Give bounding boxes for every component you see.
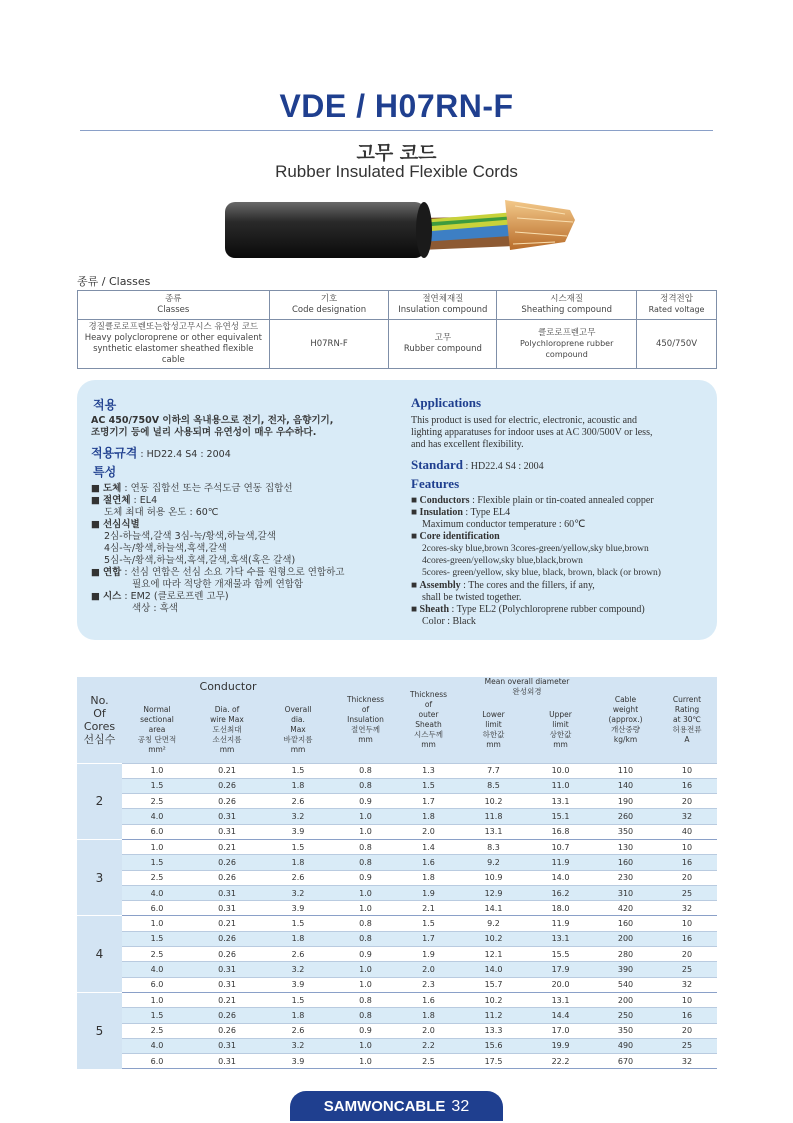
header-area: Normal sectional area 공칭 단면적 mm² [122, 697, 192, 763]
table-cell: 2.5 [122, 1023, 192, 1038]
table-cell: 1.6 [397, 992, 460, 1007]
ko-feature-core: ■ 선심식별 [91, 519, 140, 530]
table-row [77, 977, 717, 992]
table-cell: 1.7 [397, 931, 460, 946]
table-cell: 0.9 [334, 794, 397, 809]
header-mean-diameter: Mean overall diameter 완성외경 [460, 677, 594, 697]
table-cell: 0.8 [334, 778, 397, 793]
table-cell: 0.26 [192, 947, 262, 962]
table-row [77, 1023, 717, 1038]
table-cell: 0.9 [334, 870, 397, 885]
ko-insulation-temp: 도체 최대 허용 온도 : 60℃ [104, 507, 219, 518]
en-feature-sheath: ■ Sheath : Type EL2 (Polychloroprene rubber compound) [411, 604, 645, 615]
ko-sheath-color: 색상 : 흑색 [132, 603, 178, 614]
table-cell: 13.3 [460, 1023, 527, 1038]
cores-count: 3 [77, 839, 122, 915]
table-row [77, 916, 717, 931]
classes-col-sheath: 시스재질 Sheathing compound [497, 291, 637, 320]
table-cell: 4.0 [122, 885, 192, 900]
table-cell: 350 [594, 824, 657, 839]
table-cell: 8.5 [460, 778, 527, 793]
table-row [77, 809, 717, 824]
header-weight: Cable weight (approx.) 개산중량 kg/km [594, 677, 657, 763]
cores-count: 2 [77, 763, 122, 839]
spec-table-body [77, 763, 717, 1069]
table-row [77, 885, 717, 900]
table-cell: 1.5 [122, 931, 192, 946]
sheathing-compound: 클로로프렌고무 Polychloroprene rubber compound [497, 320, 637, 369]
classes-col-class: 종류 Classes [78, 291, 270, 320]
table-cell: 20 [657, 947, 717, 962]
table-cell: 6.0 [122, 977, 192, 992]
table-cell: 2.6 [262, 794, 334, 809]
table-cell: 0.21 [192, 763, 262, 778]
ko-assembly-sub: 필요에 따라 적당한 개재물과 함께 연합함 [132, 579, 304, 590]
table-cell: 190 [594, 794, 657, 809]
table-cell: 250 [594, 1008, 657, 1023]
table-cell: 15.5 [527, 947, 594, 962]
table-row [77, 855, 717, 870]
table-cell: 3.2 [262, 809, 334, 824]
table-cell: 390 [594, 962, 657, 977]
table-row [77, 763, 717, 778]
table-cell: 13.1 [527, 794, 594, 809]
table-cell: 16 [657, 778, 717, 793]
en-feature-assembly: ■ Assembly : The cores and the fillers, if any, [411, 580, 595, 591]
table-cell: 11.9 [527, 855, 594, 870]
table-cell: 2.6 [262, 1023, 334, 1038]
cores-count: 4 [77, 916, 122, 992]
table-cell: 2.0 [397, 824, 460, 839]
table-cell: 12.9 [460, 885, 527, 900]
table-cell: 0.31 [192, 885, 262, 900]
table-cell: 15.7 [460, 977, 527, 992]
table-cell: 160 [594, 855, 657, 870]
table-cell: 32 [657, 901, 717, 916]
table-cell: 11.0 [527, 778, 594, 793]
classes-col-code: 기호 Code designation [269, 291, 389, 320]
table-cell: 2.0 [397, 962, 460, 977]
table-cell: 3.9 [262, 1054, 334, 1069]
table-cell: 0.31 [192, 809, 262, 824]
table-cell: 4.0 [122, 1038, 192, 1053]
table-cell: 0.26 [192, 1008, 262, 1023]
table-row [77, 1038, 717, 1053]
classes-header-row [78, 291, 717, 320]
table-cell: 3.9 [262, 901, 334, 916]
en-core-line-3: 5cores- green/yellow, sky blue, black, brown, black (or brown) [422, 568, 661, 578]
en-application-line-3: and has excellent flexibility. [411, 439, 524, 450]
table-cell: 6.0 [122, 824, 192, 839]
header-current: Current Rating at 30℃ 허용전류 A [657, 677, 717, 763]
table-cell: 1.5 [262, 839, 334, 854]
table-cell: 1.5 [122, 1008, 192, 1023]
table-cell: 1.0 [334, 809, 397, 824]
table-cell: 420 [594, 901, 657, 916]
table-cell: 13.1 [460, 824, 527, 839]
table-cell: 10.7 [527, 839, 594, 854]
page-number: 32 [451, 1098, 470, 1115]
table-cell: 18.0 [527, 901, 594, 916]
table-cell: 16 [657, 855, 717, 870]
table-row [77, 824, 717, 839]
table-cell: 130 [594, 839, 657, 854]
table-cell: 1.5 [397, 778, 460, 793]
table-cell: 3.2 [262, 962, 334, 977]
ko-features-heading: 특성 [93, 465, 117, 479]
rated-voltage: 450/750V [637, 320, 717, 369]
table-cell: 280 [594, 947, 657, 962]
page-title: VDE / H07RN-F [279, 88, 514, 124]
class-description: 경질클로로프렌또는합성고무시스 유연성 코드 Heavy polycloroprene or other equivalent synthetic elastomer sheathed flexible cable [78, 320, 270, 369]
table-cell: 0.26 [192, 931, 262, 946]
table-cell: 3.9 [262, 977, 334, 992]
title-divider [80, 130, 713, 131]
table-cell: 40 [657, 824, 717, 839]
table-cell: 0.26 [192, 1023, 262, 1038]
table-cell: 0.8 [334, 931, 397, 946]
table-cell: 1.7 [397, 794, 460, 809]
table-cell: 17.5 [460, 1054, 527, 1069]
table-cell: 1.0 [334, 962, 397, 977]
en-application-heading: Applications [411, 395, 482, 410]
table-row [77, 947, 717, 962]
table-cell: 10 [657, 992, 717, 1007]
en-feature-conductor: ■ Conductors : Flexible plain or tin-coated annealed copper [411, 495, 654, 506]
en-core-line-2: 4cores-green/yellow,sky blue,black,brown [422, 556, 583, 566]
table-cell: 13.1 [527, 992, 594, 1007]
header-conductor: Conductor [122, 677, 334, 697]
table-cell: 10.2 [460, 794, 527, 809]
table-cell: 0.21 [192, 916, 262, 931]
table-cell: 17.9 [527, 962, 594, 977]
table-cell: 3.2 [262, 885, 334, 900]
ko-application-line-1: AC 450/750V 이하의 옥내용으로 전기, 전자, 음향기기, [91, 415, 334, 426]
ko-feature-conductor: ■ 도체 : 연동 집합선 또는 주석도금 연동 집합선 [91, 483, 293, 494]
table-cell: 17.0 [527, 1023, 594, 1038]
ko-application-line-2: 조명기기 등에 널리 사용되며 유연성이 매우 우수하다. [91, 427, 317, 438]
table-cell: 1.6 [397, 855, 460, 870]
table-cell: 1.0 [122, 839, 192, 854]
classes-heading: 종류 / Classes [77, 275, 151, 288]
table-cell: 16 [657, 1008, 717, 1023]
footer-tab [290, 1091, 503, 1121]
table-cell: 1.8 [262, 778, 334, 793]
header-cores: No. Of Cores 선심수 [77, 677, 122, 763]
table-cell: 16.2 [527, 885, 594, 900]
table-cell: 0.26 [192, 870, 262, 885]
table-cell: 2.5 [122, 870, 192, 885]
table-cell: 1.3 [397, 763, 460, 778]
table-cell: 1.8 [397, 870, 460, 885]
table-cell: 15.1 [527, 809, 594, 824]
table-cell: 0.21 [192, 839, 262, 854]
table-cell: 14.0 [527, 870, 594, 885]
table-cell: 0.8 [334, 992, 397, 1007]
en-assembly-sub: shall be twisted together. [422, 592, 522, 603]
en-application-line-1: This product is used for electric, electronic, acoustic and [411, 415, 638, 426]
table-cell: 13.1 [527, 931, 594, 946]
table-cell: 1.0 [334, 824, 397, 839]
table-cell: 200 [594, 931, 657, 946]
classes-col-voltage: 정격전압 Rated voltage [637, 291, 717, 320]
table-row [77, 839, 717, 854]
table-cell: 1.0 [122, 916, 192, 931]
cable-illustration [215, 180, 585, 270]
table-cell: 6.0 [122, 901, 192, 916]
classes-col-insulation: 절연체재질 Insulation compound [389, 291, 497, 320]
table-cell: 1.5 [122, 855, 192, 870]
table-cell: 32 [657, 809, 717, 824]
table-cell: 1.8 [397, 1008, 460, 1023]
table-cell: 20.0 [527, 977, 594, 992]
brand-name: SAMWONCABLE [323, 1098, 446, 1115]
ko-feature-sheath: ■ 시스 : EM2 (클로로프렌 고무) [91, 591, 229, 602]
table-cell: 11.8 [460, 809, 527, 824]
table-cell: 19.9 [527, 1038, 594, 1053]
subtitle-english: Rubber Insulated Flexible Cords [275, 162, 518, 181]
table-cell: 3.2 [262, 1038, 334, 1053]
table-cell: 25 [657, 1038, 717, 1053]
table-cell: 1.5 [262, 916, 334, 931]
table-cell: 10 [657, 916, 717, 931]
table-cell: 350 [594, 1023, 657, 1038]
table-cell: 200 [594, 992, 657, 1007]
en-feature-insulation: ■ Insulation : Type EL4 [411, 507, 511, 518]
table-cell: 1.0 [122, 992, 192, 1007]
en-insulation-temp: Maximum conductor temperature : 60℃ [422, 519, 586, 530]
table-cell: 3.9 [262, 824, 334, 839]
table-cell: 2.0 [397, 1023, 460, 1038]
table-row [77, 778, 717, 793]
table-cell: 2.1 [397, 901, 460, 916]
table-cell: 10.0 [527, 763, 594, 778]
header-upper-limit: Upper limit 상한값 mm [527, 697, 594, 763]
table-cell: 0.9 [334, 947, 397, 962]
table-cell: 0.8 [334, 916, 397, 931]
en-application-line-2: lighting apparatuses for indoor uses at AC 300/500V or less, [411, 427, 653, 438]
table-cell: 0.8 [334, 839, 397, 854]
header-wire-dia: Dia. of wire Max 도선최대 소선지름 mm [192, 697, 262, 763]
table-cell: 22.2 [527, 1054, 594, 1069]
table-cell: 20 [657, 1023, 717, 1038]
ko-core-line-1: 2심-하늘색,갈색 3심-녹/황색,하늘색,갈색 [104, 531, 276, 542]
table-cell: 32 [657, 977, 717, 992]
table-cell: 6.0 [122, 1054, 192, 1069]
table-cell: 25 [657, 962, 717, 977]
table-cell: 0.8 [334, 1008, 397, 1023]
en-features-heading: Features [411, 476, 460, 491]
table-cell: 1.5 [122, 778, 192, 793]
ko-application-heading: 적용 [93, 398, 117, 412]
classes-row [78, 320, 717, 369]
ko-feature-insulation: ■ 절연체 : EL4 [91, 495, 158, 506]
table-cell: 0.26 [192, 855, 262, 870]
table-cell: 16 [657, 931, 717, 946]
table-cell: 1.8 [397, 809, 460, 824]
table-row [77, 962, 717, 977]
table-cell: 10.2 [460, 931, 527, 946]
table-cell: 20 [657, 794, 717, 809]
ko-core-line-3: 5심-녹/황색,하늘색,흑색,갈색,흑색(혹은 갈색) [104, 555, 296, 566]
table-cell: 140 [594, 778, 657, 793]
table-row [77, 1008, 717, 1023]
table-cell: 1.5 [397, 916, 460, 931]
table-cell: 2.3 [397, 977, 460, 992]
table-cell: 670 [594, 1054, 657, 1069]
table-cell: 10.2 [460, 992, 527, 1007]
table-cell: 1.8 [262, 931, 334, 946]
table-cell: 1.8 [262, 1008, 334, 1023]
table-cell: 9.2 [460, 916, 527, 931]
applications-panel [77, 380, 717, 640]
en-feature-core: ■ Core identification [411, 531, 500, 542]
table-cell: 14.1 [460, 901, 527, 916]
table-cell: 1.8 [262, 855, 334, 870]
table-cell: 0.31 [192, 962, 262, 977]
table-cell: 0.26 [192, 778, 262, 793]
table-cell: 1.0 [334, 885, 397, 900]
table-cell: 1.5 [262, 992, 334, 1007]
en-core-line-1: 2cores-sky blue,brown 3cores-green/yellow,sky blue,brown [422, 544, 649, 554]
header-sheath-thickness: Thickness of outer Sheath 시스두께 mm [397, 677, 460, 763]
en-sheath-color: Color : Black [422, 616, 476, 627]
table-cell: 10 [657, 763, 717, 778]
spec-table [77, 677, 717, 1069]
table-cell: 0.26 [192, 794, 262, 809]
en-standard: Standard : HD22.4 S4 : 2004 [411, 457, 544, 472]
table-cell: 2.5 [397, 1054, 460, 1069]
header-lower-limit: Lower limit 하한값 mm [460, 697, 527, 763]
table-cell: 2.5 [122, 947, 192, 962]
table-cell: 1.0 [334, 901, 397, 916]
ko-core-line-2: 4심-녹/황색,하늘색,흑색,갈색 [104, 543, 227, 554]
table-cell: 540 [594, 977, 657, 992]
table-cell: 10 [657, 839, 717, 854]
table-cell: 0.9 [334, 1023, 397, 1038]
table-row [77, 931, 717, 946]
header-overall-dia: Overall dia. Max 바깥지름 mm [262, 697, 334, 763]
table-cell: 0.8 [334, 763, 397, 778]
table-cell: 14.0 [460, 962, 527, 977]
table-cell: 0.31 [192, 1038, 262, 1053]
table-cell: 0.8 [334, 855, 397, 870]
table-cell: 9.2 [460, 855, 527, 870]
table-cell: 0.31 [192, 901, 262, 916]
table-cell: 1.0 [334, 1054, 397, 1069]
table-cell: 7.7 [460, 763, 527, 778]
table-cell: 0.31 [192, 824, 262, 839]
table-cell: 1.9 [397, 947, 460, 962]
table-cell: 1.0 [334, 1038, 397, 1053]
table-cell: 230 [594, 870, 657, 885]
header-insulation-thickness: Thickness of Insulation 절연두께 mm [334, 677, 397, 763]
table-row [77, 794, 717, 809]
table-cell: 11.2 [460, 1008, 527, 1023]
table-cell: 0.21 [192, 992, 262, 1007]
table-cell: 160 [594, 916, 657, 931]
insulation-compound: 고무 Rubber compound [389, 320, 497, 369]
table-cell: 2.2 [397, 1038, 460, 1053]
table-cell: 25 [657, 885, 717, 900]
table-cell: 110 [594, 763, 657, 778]
table-cell: 490 [594, 1038, 657, 1053]
table-cell: 1.0 [334, 977, 397, 992]
table-cell: 11.9 [527, 916, 594, 931]
table-cell: 4.0 [122, 809, 192, 824]
table-row [77, 901, 717, 916]
classes-table [77, 290, 717, 369]
table-cell: 8.3 [460, 839, 527, 854]
table-row [77, 992, 717, 1007]
table-row [77, 1054, 717, 1069]
table-cell: 32 [657, 1054, 717, 1069]
table-cell: 16.8 [527, 824, 594, 839]
table-cell: 310 [594, 885, 657, 900]
ko-feature-assembly: ■ 연합 : 선심 연합은 선심 소요 가닥 수를 원형으로 연합하고 [91, 567, 345, 578]
code-designation: H07RN-F [269, 320, 389, 369]
table-row [77, 870, 717, 885]
table-cell: 20 [657, 870, 717, 885]
ko-standard: 적용규격 : HD22.4 S4 : 2004 [91, 446, 231, 460]
table-cell: 0.31 [192, 977, 262, 992]
table-cell: 10.9 [460, 870, 527, 885]
table-cell: 14.4 [527, 1008, 594, 1023]
table-cell: 0.31 [192, 1054, 262, 1069]
table-cell: 1.4 [397, 839, 460, 854]
table-cell: 1.9 [397, 885, 460, 900]
table-cell: 15.6 [460, 1038, 527, 1053]
table-cell: 2.5 [122, 794, 192, 809]
table-cell: 4.0 [122, 962, 192, 977]
table-cell: 1.0 [122, 763, 192, 778]
table-cell: 2.6 [262, 870, 334, 885]
cores-count: 5 [77, 992, 122, 1068]
table-cell: 1.5 [262, 763, 334, 778]
subtitle-korean: 고무 코드 [356, 142, 437, 164]
table-cell: 260 [594, 809, 657, 824]
table-cell: 2.6 [262, 947, 334, 962]
table-cell: 12.1 [460, 947, 527, 962]
